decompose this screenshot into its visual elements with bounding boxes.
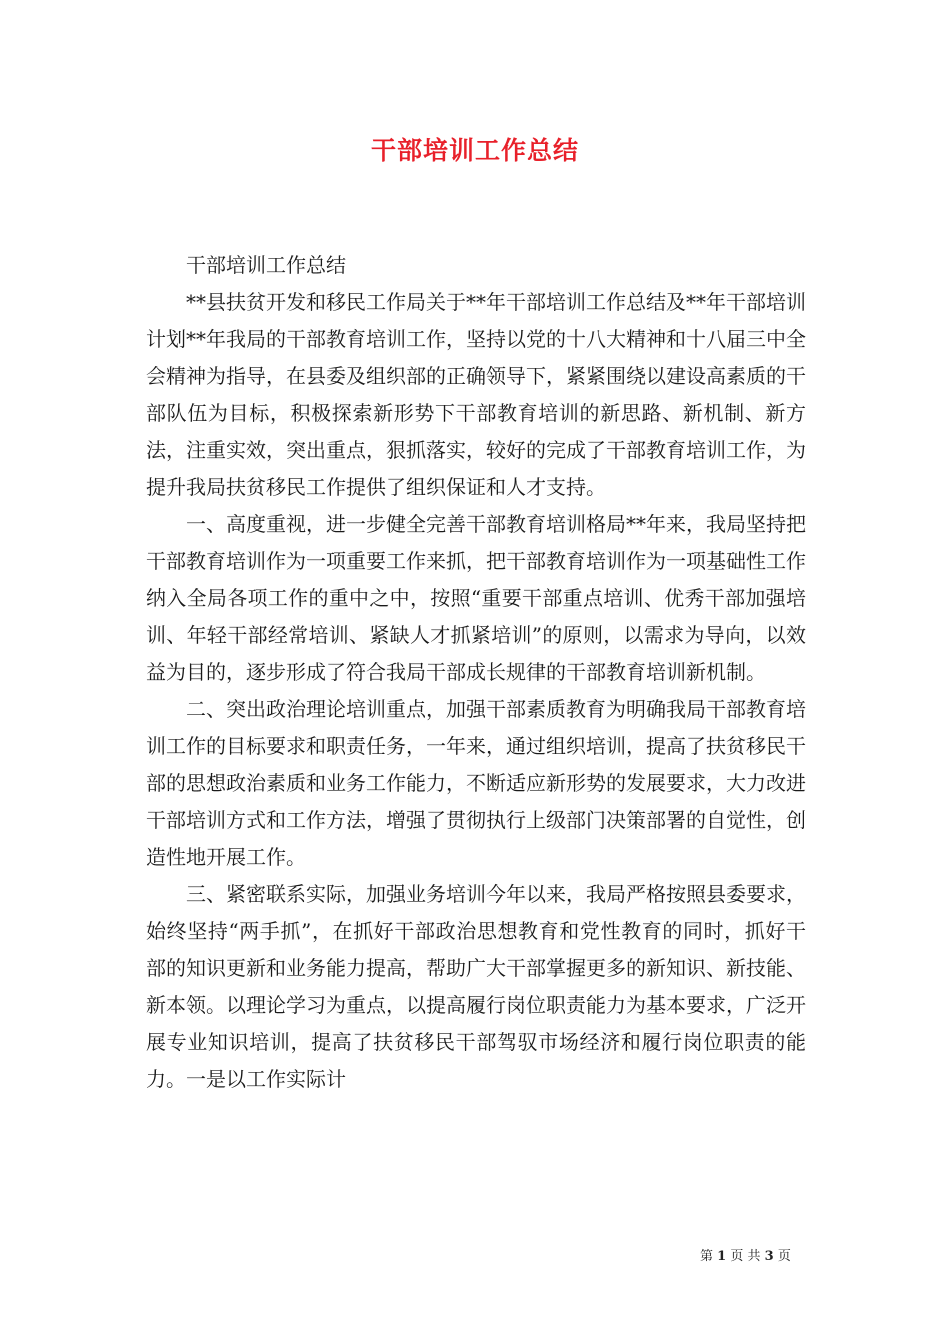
paragraph-section-1: 一、高度重视，进一步健全完善干部教育培训格局**年来，我局坚持把干部教育培训作为一项重要工作来抓，把干部教育培训作为一项基础性工作纳入全局各项工作的重中之中，按照“重要干部重点培训、优秀干部加强培训、年轻干部经常培训、紧缺人才抓紧培训”的原则，以需求为导向，以效益为目的，逐步形成了符合我局干部成长规律的干部教育培训新机制。 <box>146 512 806 684</box>
footer-prefix: 第 <box>700 1249 714 1264</box>
paragraph-section-3: 三、紧密联系实际，加强业务培训今年以来，我局严格按照县委要求，始终坚持“两手抓”，在抓好干部政治思想教育和党性教育的同时，抓好干部的知识更新和业务能力提高，帮助广大干部掌握更多的新知识、新技能、新本领。以理论学习为重点，以提高履行岗位职责能力为基本要求，广泛开展专业知识培训，提高了扶贫移民干部驾驭市场经济和履行岗位职责的能力。一是以工作实际计 <box>146 882 806 1091</box>
footer-current-page: 1 <box>717 1249 727 1264</box>
document-body <box>146 247 806 1098</box>
footer-middle: 页 共 <box>730 1249 761 1264</box>
document-title: 干部培训工作总结 <box>370 136 579 165</box>
footer-suffix: 页 <box>777 1249 791 1264</box>
page-number-footer <box>700 1248 791 1266</box>
footer-total-pages: 3 <box>764 1249 774 1264</box>
paragraph-intro: **县扶贫开发和移民工作局关于**年干部培训工作总结及**年干部培训计划**年我局的干部教育培训工作，坚持以党的十八大精神和十八届三中全会精神为指导，在县委及组织部的正确领导下，紧紧围绕以建设高素质的干部队伍为目标，积极探索新形势下干部教育培训的新思路、新机制、新方法，注重实效，突出重点，狠抓落实，较好的完成了干部教育培训工作，为提升我局扶贫移民工作提供了组织保证和人才支持。 <box>146 290 806 499</box>
paragraph-section-2: 二、突出政治理论培训重点，加强干部素质教育为明确我局干部教育培训工作的目标要求和职责任务，一年来，通过组织培训，提高了扶贫移民干部的思想政治素质和业务工作能力，不断适应新形势的发展要求，大力改进干部培训方式和工作方法，增强了贯彻执行上级部门决策部署的自觉性，创造性地开展工作。 <box>146 697 806 869</box>
paragraph-heading: 干部培训工作总结 <box>186 253 346 277</box>
